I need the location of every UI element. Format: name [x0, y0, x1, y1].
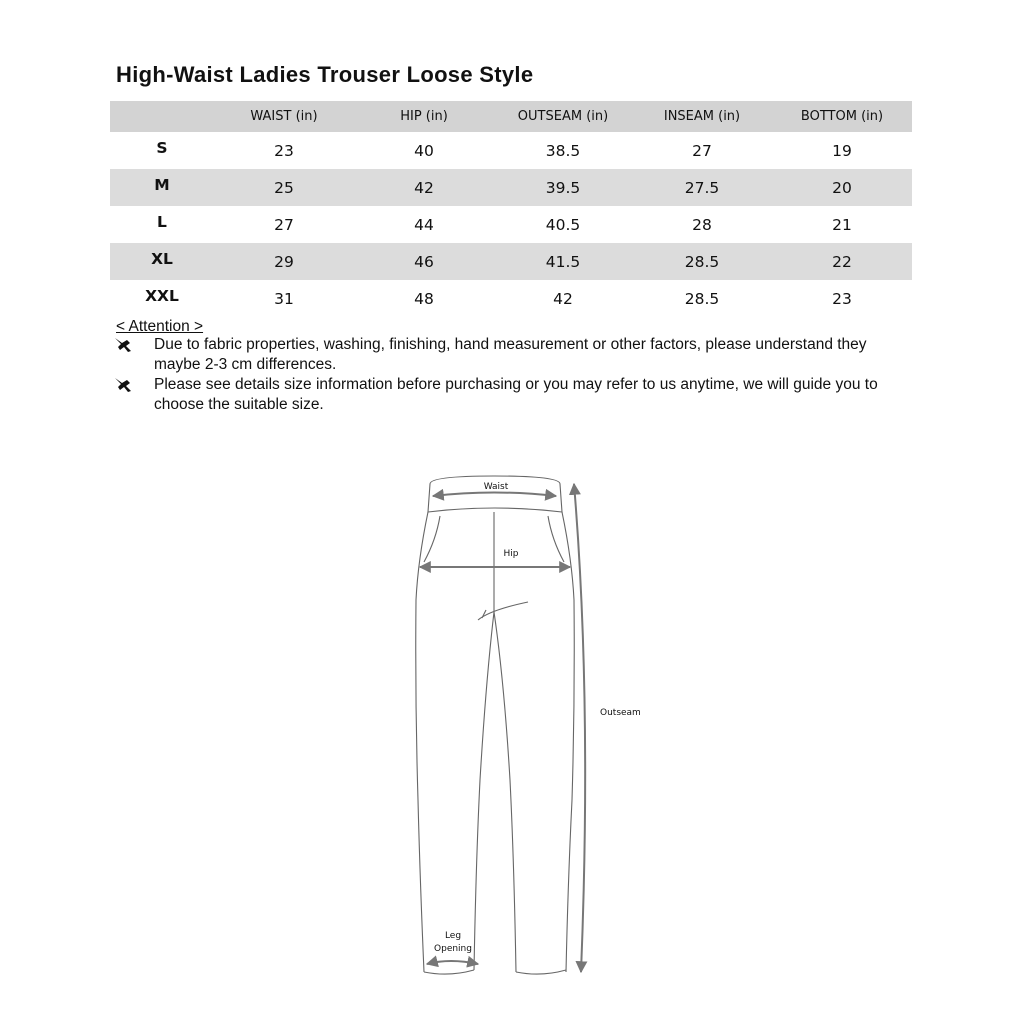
column-header-hip: HIP (in)	[354, 101, 494, 132]
column-header-outseam: OUTSEAM (in)	[494, 101, 632, 132]
bottom-value: 19	[832, 141, 852, 160]
column-header-waist: WAIST (in)	[214, 101, 354, 132]
table-row	[110, 280, 912, 317]
table-row	[110, 243, 912, 280]
leg-opening-label-line2: Opening	[434, 944, 472, 954]
waist-arrow	[433, 493, 556, 497]
outseam-value: 41.5	[494, 243, 632, 280]
attention-section	[116, 318, 916, 415]
column-header-size	[110, 101, 214, 132]
size-table	[110, 101, 912, 317]
waist-value: 23	[274, 141, 294, 160]
inseam-value: 27.5	[632, 169, 772, 206]
bottom-value: 20	[772, 169, 912, 206]
note-text: Due to fabric properties, washing, finishing, hand measurement or other factors, please understand they maybe 2-3 cm differences.	[154, 336, 867, 373]
inseam-value: 28.5	[632, 243, 772, 280]
column-header-inseam: INSEAM (in)	[632, 101, 772, 132]
chart-title: High-Waist Ladies Trouser Loose Style	[116, 62, 534, 87]
hip-label: Hip	[503, 549, 519, 559]
size-label: XL	[110, 243, 214, 280]
hip-value: 44	[414, 215, 434, 234]
hip-value: 40	[414, 141, 434, 160]
leg-opening-label-line1: Leg	[444, 931, 462, 941]
column-header-bottom: BOTTOM (in)	[772, 101, 912, 132]
inseam-value: 28	[692, 215, 712, 234]
table-header-row	[110, 101, 912, 132]
table-row	[110, 132, 912, 169]
pushpin-icon	[113, 337, 133, 353]
size-label: XXL	[145, 286, 179, 305]
note-text: Please see details size information before purchasing or you may refer to us anytime, we will guide you to choose the suitable size.	[154, 376, 878, 413]
bottom-value: 23	[832, 289, 852, 308]
hip-value: 42	[354, 169, 494, 206]
outseam-value: 40.5	[545, 215, 581, 234]
trouser-diagram	[400, 470, 660, 990]
bottom-value: 22	[772, 243, 912, 280]
pushpin-icon	[113, 377, 133, 393]
leg-opening-arrow	[427, 961, 478, 964]
hip-value: 46	[354, 243, 494, 280]
outseam-label: Outseam	[600, 708, 641, 718]
inseam-value: 28.5	[684, 289, 720, 308]
trouser-outline	[416, 476, 575, 974]
size-label: S	[156, 138, 168, 157]
note-item	[116, 335, 916, 375]
bottom-value: 21	[832, 215, 852, 234]
size-label: L	[157, 212, 167, 231]
inseam-value: 27	[692, 141, 712, 160]
note-item	[116, 375, 916, 415]
outseam-arrow	[574, 484, 585, 972]
outseam-value: 39.5	[494, 169, 632, 206]
hip-value: 48	[414, 289, 434, 308]
attention-heading: < Attention >	[116, 318, 204, 335]
size-label: M	[110, 169, 214, 206]
waist-value: 25	[214, 169, 354, 206]
waist-value: 31	[274, 289, 294, 308]
outseam-value: 38.5	[545, 141, 581, 160]
outseam-value: 42	[553, 289, 573, 308]
table-row	[110, 169, 912, 206]
waist-label: Waist	[483, 482, 509, 492]
table-row	[110, 206, 912, 243]
waist-value: 29	[214, 243, 354, 280]
waist-value: 27	[274, 215, 294, 234]
